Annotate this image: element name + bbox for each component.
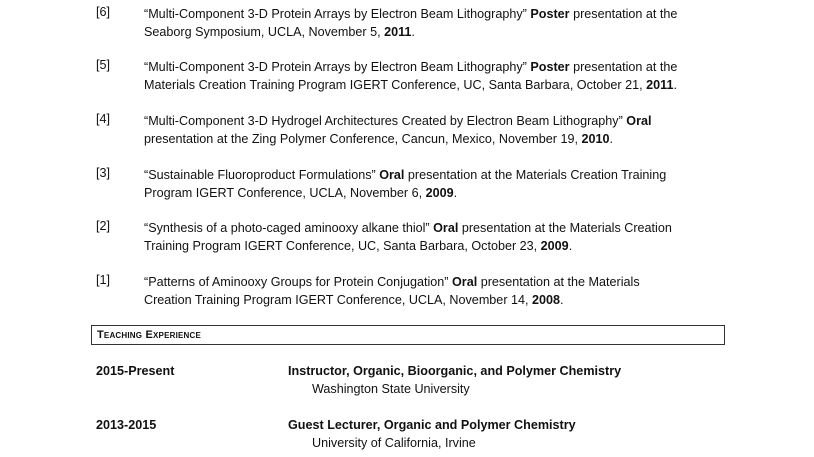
teaching-dates: 2015-Present <box>96 364 175 378</box>
text-segment: presentation at the <box>569 7 678 21</box>
entry-number: [2] <box>96 219 111 233</box>
entry-line <box>144 112 744 130</box>
bold-segment: Poster <box>530 60 570 74</box>
text-segment: “Multi-Component 3-D Protein Arrays by Electron Beam Lithography” <box>144 60 531 74</box>
entry-text <box>144 166 744 202</box>
bold-segment: 2010 <box>581 132 610 146</box>
entry-line <box>144 23 744 41</box>
bold-segment: 2011 <box>646 78 674 92</box>
entry-number: [6] <box>96 5 111 19</box>
teaching-institution: University of California, Irvine <box>312 436 476 450</box>
entry-line <box>144 184 744 202</box>
section-title: Teaching Experience <box>97 329 202 341</box>
teaching-section-header <box>91 325 725 345</box>
entry-text <box>144 219 744 255</box>
bold-segment: 2008 <box>532 293 561 307</box>
text-segment: presentation at the Zing Polymer Conference, Cancun, Mexico, November 19, <box>144 132 582 146</box>
bold-segment: Oral <box>626 114 652 128</box>
text-segment: Materials Creation Training Program IGERT Conference, UC, Santa Barbara, October 21, <box>144 78 647 92</box>
text-segment: . <box>560 293 564 307</box>
entry-line <box>144 219 744 237</box>
teaching-institution: Washington State University <box>312 382 470 396</box>
text-segment: Training Program IGERT Conference, UC, Santa Barbara, October 23, <box>144 239 541 253</box>
bold-segment: Oral <box>452 275 478 289</box>
entry-number: [3] <box>96 166 111 180</box>
entry-line <box>144 273 744 291</box>
entry-line <box>144 291 744 309</box>
text-segment: presentation at the Materials Creation Training <box>404 168 667 182</box>
bold-segment: 2009 <box>425 186 454 200</box>
text-segment: Program IGERT Conference, UCLA, November 6, <box>144 186 426 200</box>
text-segment: . <box>453 186 458 200</box>
entry-number: [1] <box>96 273 111 287</box>
bold-segment: Poster <box>530 7 570 21</box>
text-segment: presentation at the Materials <box>477 275 640 289</box>
text-segment: “Sustainable Fluoroproduct Formulations” <box>144 168 380 182</box>
text-segment: “Multi-Component 3-D Protein Arrays by Electron Beam Lithography” <box>144 7 531 21</box>
text-segment: . <box>568 239 573 253</box>
text-segment: “Synthesis of a photo-caged aminooxy alkane thiol” <box>144 221 434 235</box>
text-segment: . <box>673 78 677 92</box>
entry-line <box>144 76 744 94</box>
text-segment: “Multi-Component 3-D Hydrogel Architectures Created by Electron Beam Lithography” <box>144 114 627 128</box>
bold-segment: Oral <box>379 168 405 182</box>
text-segment: . <box>609 132 614 146</box>
text-segment: . <box>411 25 415 39</box>
teaching-title: Guest Lecturer, Organic and Polymer Chemistry <box>288 418 576 432</box>
bold-segment: Oral <box>433 221 459 235</box>
text-segment: presentation at the Materials Creation <box>458 221 672 235</box>
entry-text <box>144 112 744 148</box>
entry-text <box>144 5 744 41</box>
text-segment: “Patterns of Aminooxy Groups for Protein Conjugation” <box>144 275 452 289</box>
text-segment: Creation Training Program IGERT Conference, UCLA, November 14, <box>144 293 533 307</box>
text-segment: Seaborg Symposium, UCLA, November 5, <box>144 25 385 39</box>
entry-text <box>144 273 744 309</box>
entry-text <box>144 58 744 94</box>
entry-line <box>144 237 744 255</box>
bold-segment: 2011 <box>384 25 412 39</box>
teaching-title: Instructor, Organic, Bioorganic, and Polymer Chemistry <box>288 364 622 378</box>
entry-line <box>144 58 744 76</box>
entry-number: [4] <box>96 112 111 126</box>
entry-line <box>144 5 744 23</box>
entry-line <box>144 130 744 148</box>
entry-number: [5] <box>96 58 111 72</box>
text-segment: presentation at the <box>569 60 678 74</box>
entry-line <box>144 166 744 184</box>
teaching-dates: 2013-2015 <box>96 418 157 432</box>
bold-segment: 2009 <box>540 239 569 253</box>
